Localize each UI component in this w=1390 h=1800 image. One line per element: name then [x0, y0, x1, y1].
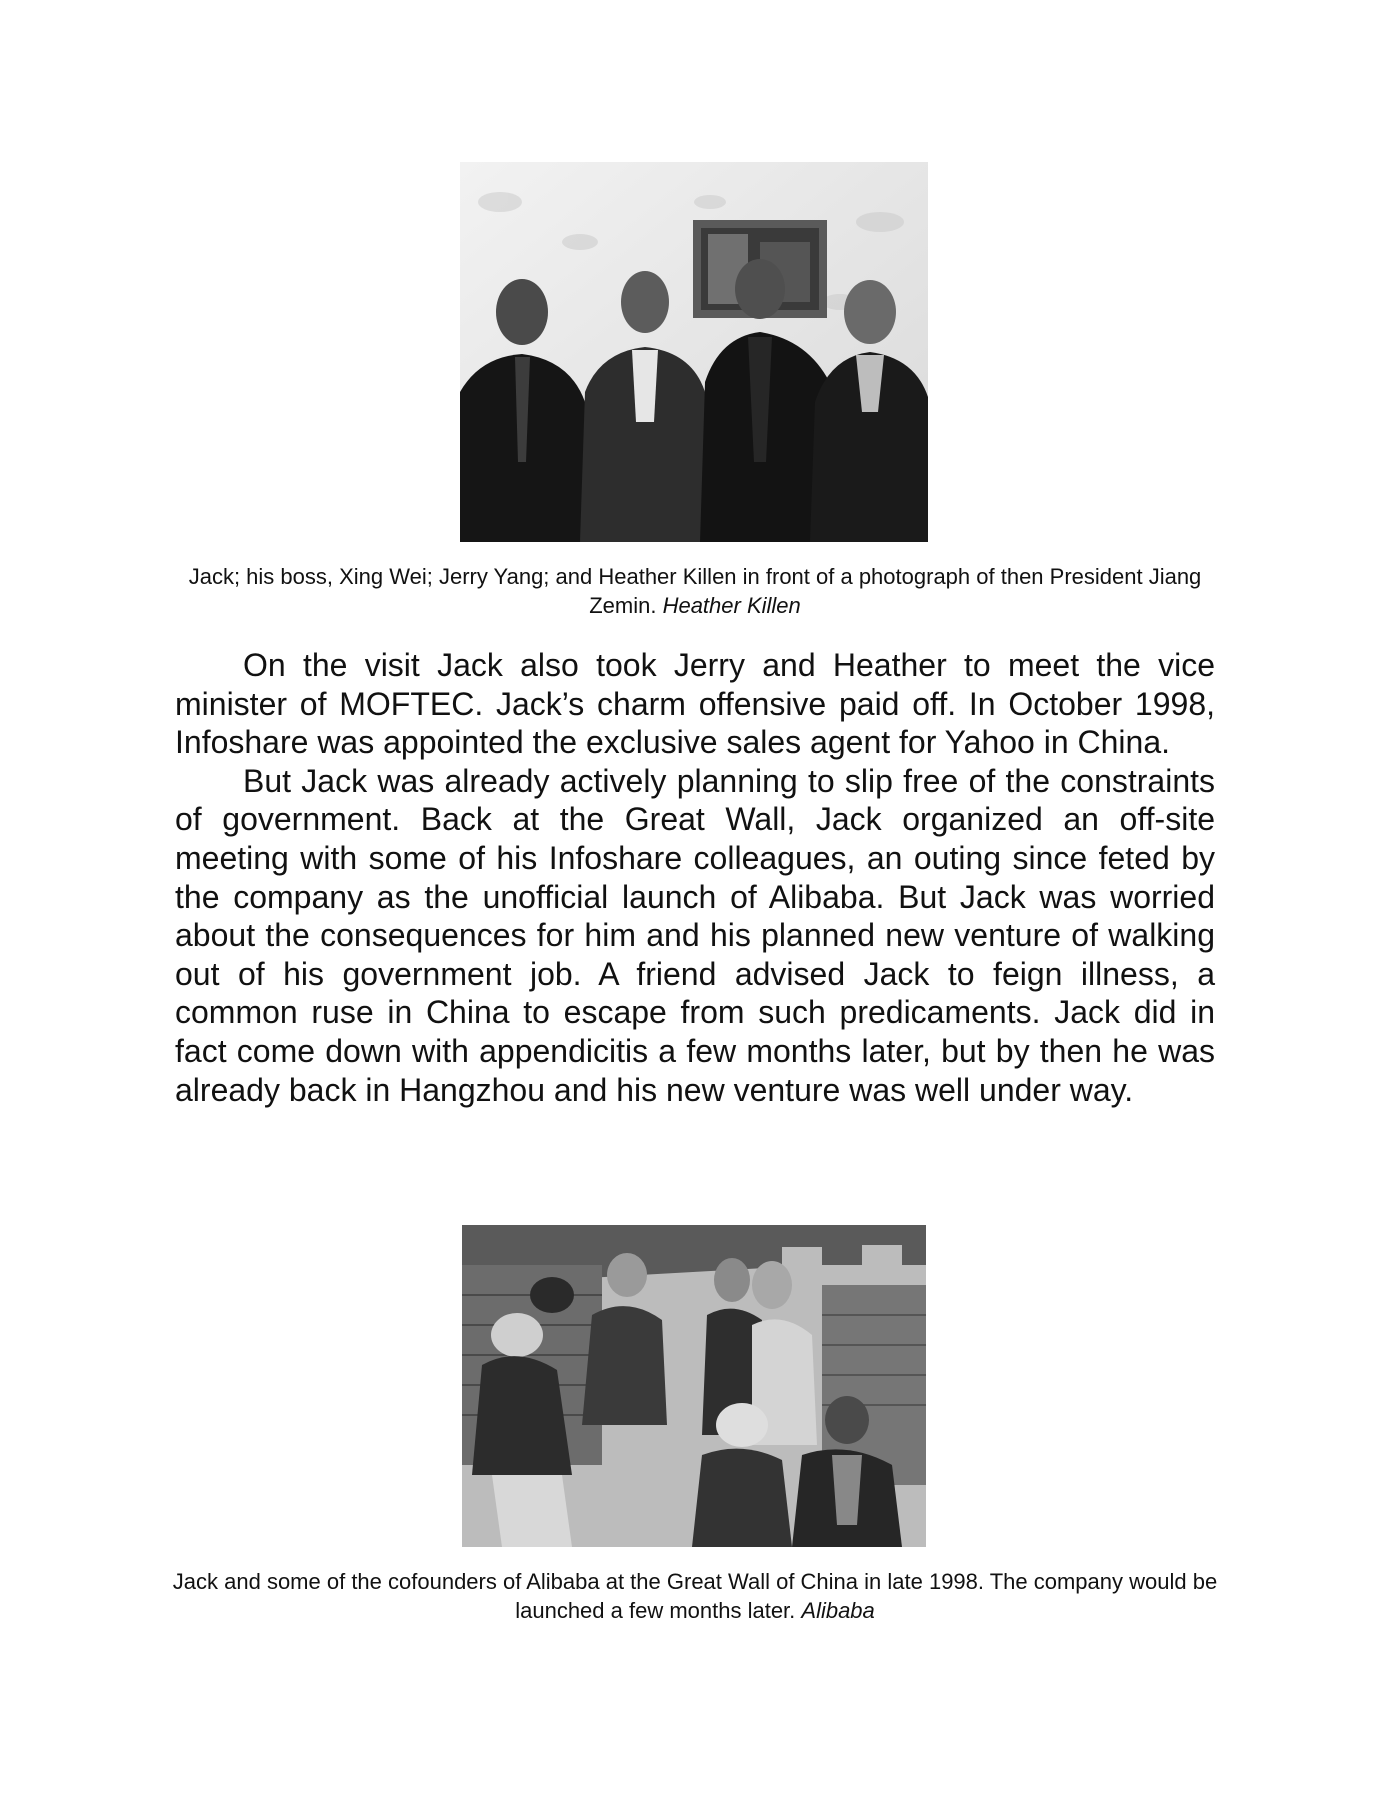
- figure-caption: [160, 562, 1230, 620]
- caption-text: Jack; his boss, Xing Wei; Jerry Yang; and Heather Killen in front of a photograph of then President Jiang Zemin.: [188, 564, 1202, 618]
- photo-great-wall-group: [462, 1225, 926, 1547]
- body-text: [175, 646, 1215, 1109]
- paragraph: On the visit Jack also took Jerry and Heather to meet the vice minister of MOFTEC. Jack’s charm offensive paid off. In October 1998, Infoshare was appointed the exclusive sales agent for Yahoo in China.: [175, 647, 1215, 761]
- caption-text: Jack and some of the cofounders of Alibaba at the Great Wall of China in late 1998. The company would be launched a few months later.: [172, 1569, 1218, 1623]
- caption-credit: Alibaba: [801, 1598, 875, 1623]
- caption-credit: Heather Killen: [662, 593, 801, 618]
- paragraph: But Jack was already actively planning to slip free of the constraints of government. Back at the Great Wall, Jack organized an off-site meeting with some of his Infoshare colleagues, an outing since feted by the company as the unofficial launch of Alibaba. But Jack was worried about the consequences for him and his planned new venture of walking out of his government job. A friend advised Jack to feign illness, a common ruse in China to escape from such predicaments. Jack did in fact come down with appendicitis a few months later, but by then he was already back in Hangzhou and his new venture was well under way.: [175, 762, 1215, 1108]
- photo-great-wall-group-image: [462, 1225, 926, 1547]
- photo-four-people: [460, 162, 928, 542]
- figure-caption: [160, 1567, 1230, 1625]
- photo-four-people-image: [460, 162, 928, 542]
